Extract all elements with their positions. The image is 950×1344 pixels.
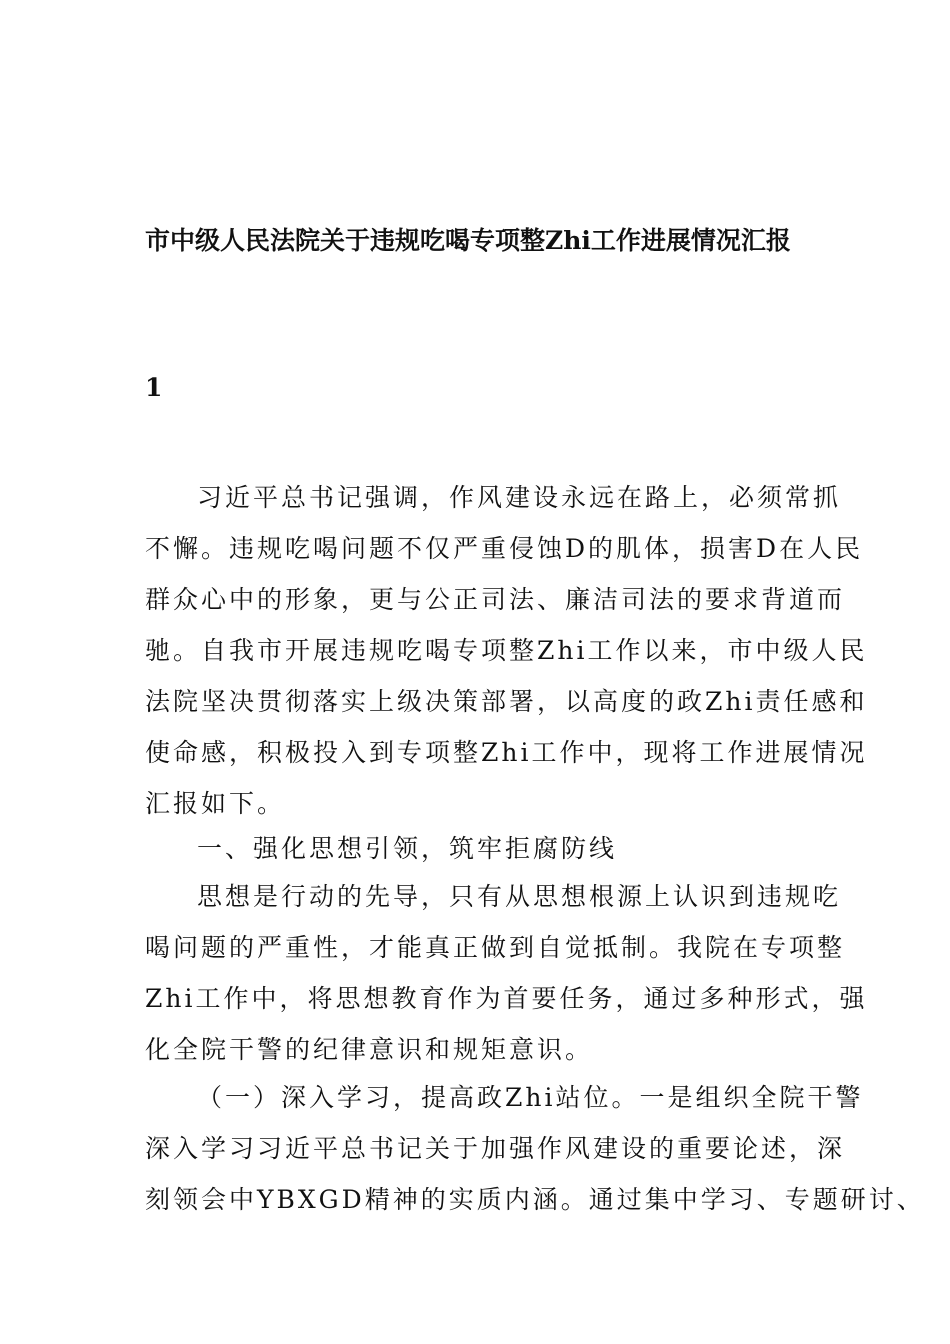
paragraph-line: 深入学习习近平总书记关于加强作风建设的重要论述，深	[145, 1134, 846, 1163]
paragraph-line: 群众心中的形象，更与公正司法、廉洁司法的要求背道而	[145, 585, 846, 614]
paragraph-line: 驰。自我市开展违规吃喝专项整Zhi工作以来，市中级人民	[145, 636, 868, 665]
paragraph-line: 习近平总书记强调，作风建设永远在路上，必须常抓	[197, 483, 842, 512]
paragraph-line: 不懈。违规吃喝问题不仅严重侵蚀D的肌体，损害D在人民	[145, 534, 864, 563]
paragraph-line: 刻领会中YBXGD精神的实质内涵。通过集中学习、专题研讨、	[145, 1185, 925, 1214]
paragraph-line: 喝问题的严重性，才能真正做到自觉抵制。我院在专项整	[145, 933, 846, 962]
document-title: 市中级人民法院关于违规吃喝专项整Zhi工作进展情况汇报	[145, 226, 791, 255]
paragraph-line: Zhi工作中，将思想教育作为首要任务，通过多种形式，强	[145, 984, 868, 1013]
paragraph-line: 法院坚决贯彻落实上级决策部署，以高度的政Zhi责任感和	[145, 687, 868, 716]
paragraph-line: 使命感，积极投入到专项整Zhi工作中，现将工作进展情况	[145, 738, 868, 767]
subsection-line: （一）深入学习，提高政Zhi站位。一是组织全院干警	[197, 1083, 864, 1112]
paragraph-line: 化全院干警的纪律意识和规矩意识。	[145, 1035, 594, 1064]
section-heading: 一、强化思想引领，筑牢拒腐防线	[197, 834, 618, 863]
paragraph-line: 汇报如下。	[145, 789, 286, 818]
page-number: 1	[145, 373, 163, 402]
paragraph-line: 思想是行动的先导，只有从思想根源上认识到违规吃	[197, 882, 842, 911]
